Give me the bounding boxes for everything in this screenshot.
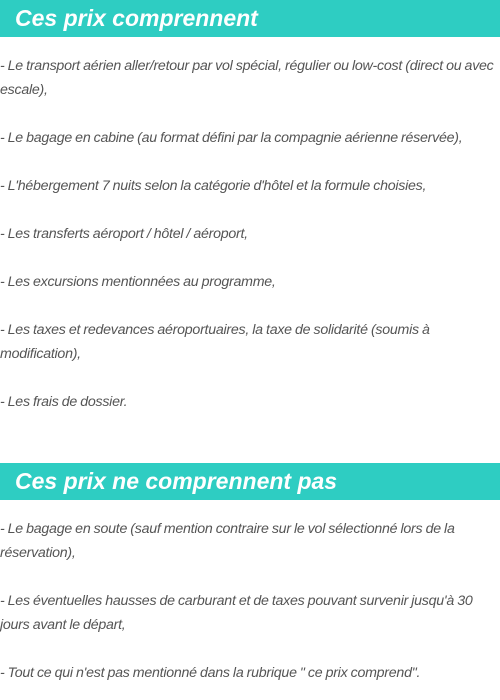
excluded-item-fuel-surcharges: - Les éventuelles hausses de carburant et de taxes pouvant survenir jusqu'à 30 jours avant le départ,	[0, 593, 473, 633]
excluded-section-title: Ces prix ne comprennent pas	[0, 463, 500, 500]
included-item-airport-taxes: - Les taxes et redevances aéroportuaires, la taxe de solidarité (soumis à modification),	[0, 322, 430, 362]
included-item-accommodation: - L'hébergement 7 nuits selon la catégorie d'hôtel et la formule choisies,	[0, 178, 427, 194]
included-item-air-transport: - Le transport aérien aller/retour par vol spécial, régulier ou low-cost (direct ou avec escale),	[0, 58, 494, 98]
included-item-excursions: - Les excursions mentionnées au programme,	[0, 274, 276, 290]
excluded-item-not-mentioned: - Tout ce qui n'est pas mentionné dans la rubrique " ce prix comprend".	[0, 665, 421, 681]
included-item-cabin-baggage: - Le bagage en cabine (au format défini par la compagnie aérienne réservée),	[0, 130, 463, 146]
excluded-item-hold-baggage: - Le bagage en soute (sauf mention contraire sur le vol sélectionné lors de la réservation),	[0, 521, 455, 561]
included-item-transfers: - Les transferts aéroport / hôtel / aéroport,	[0, 226, 248, 242]
included-item-booking-fees: - Les frais de dossier.	[0, 394, 128, 410]
included-section-title: Ces prix comprennent	[0, 0, 500, 37]
